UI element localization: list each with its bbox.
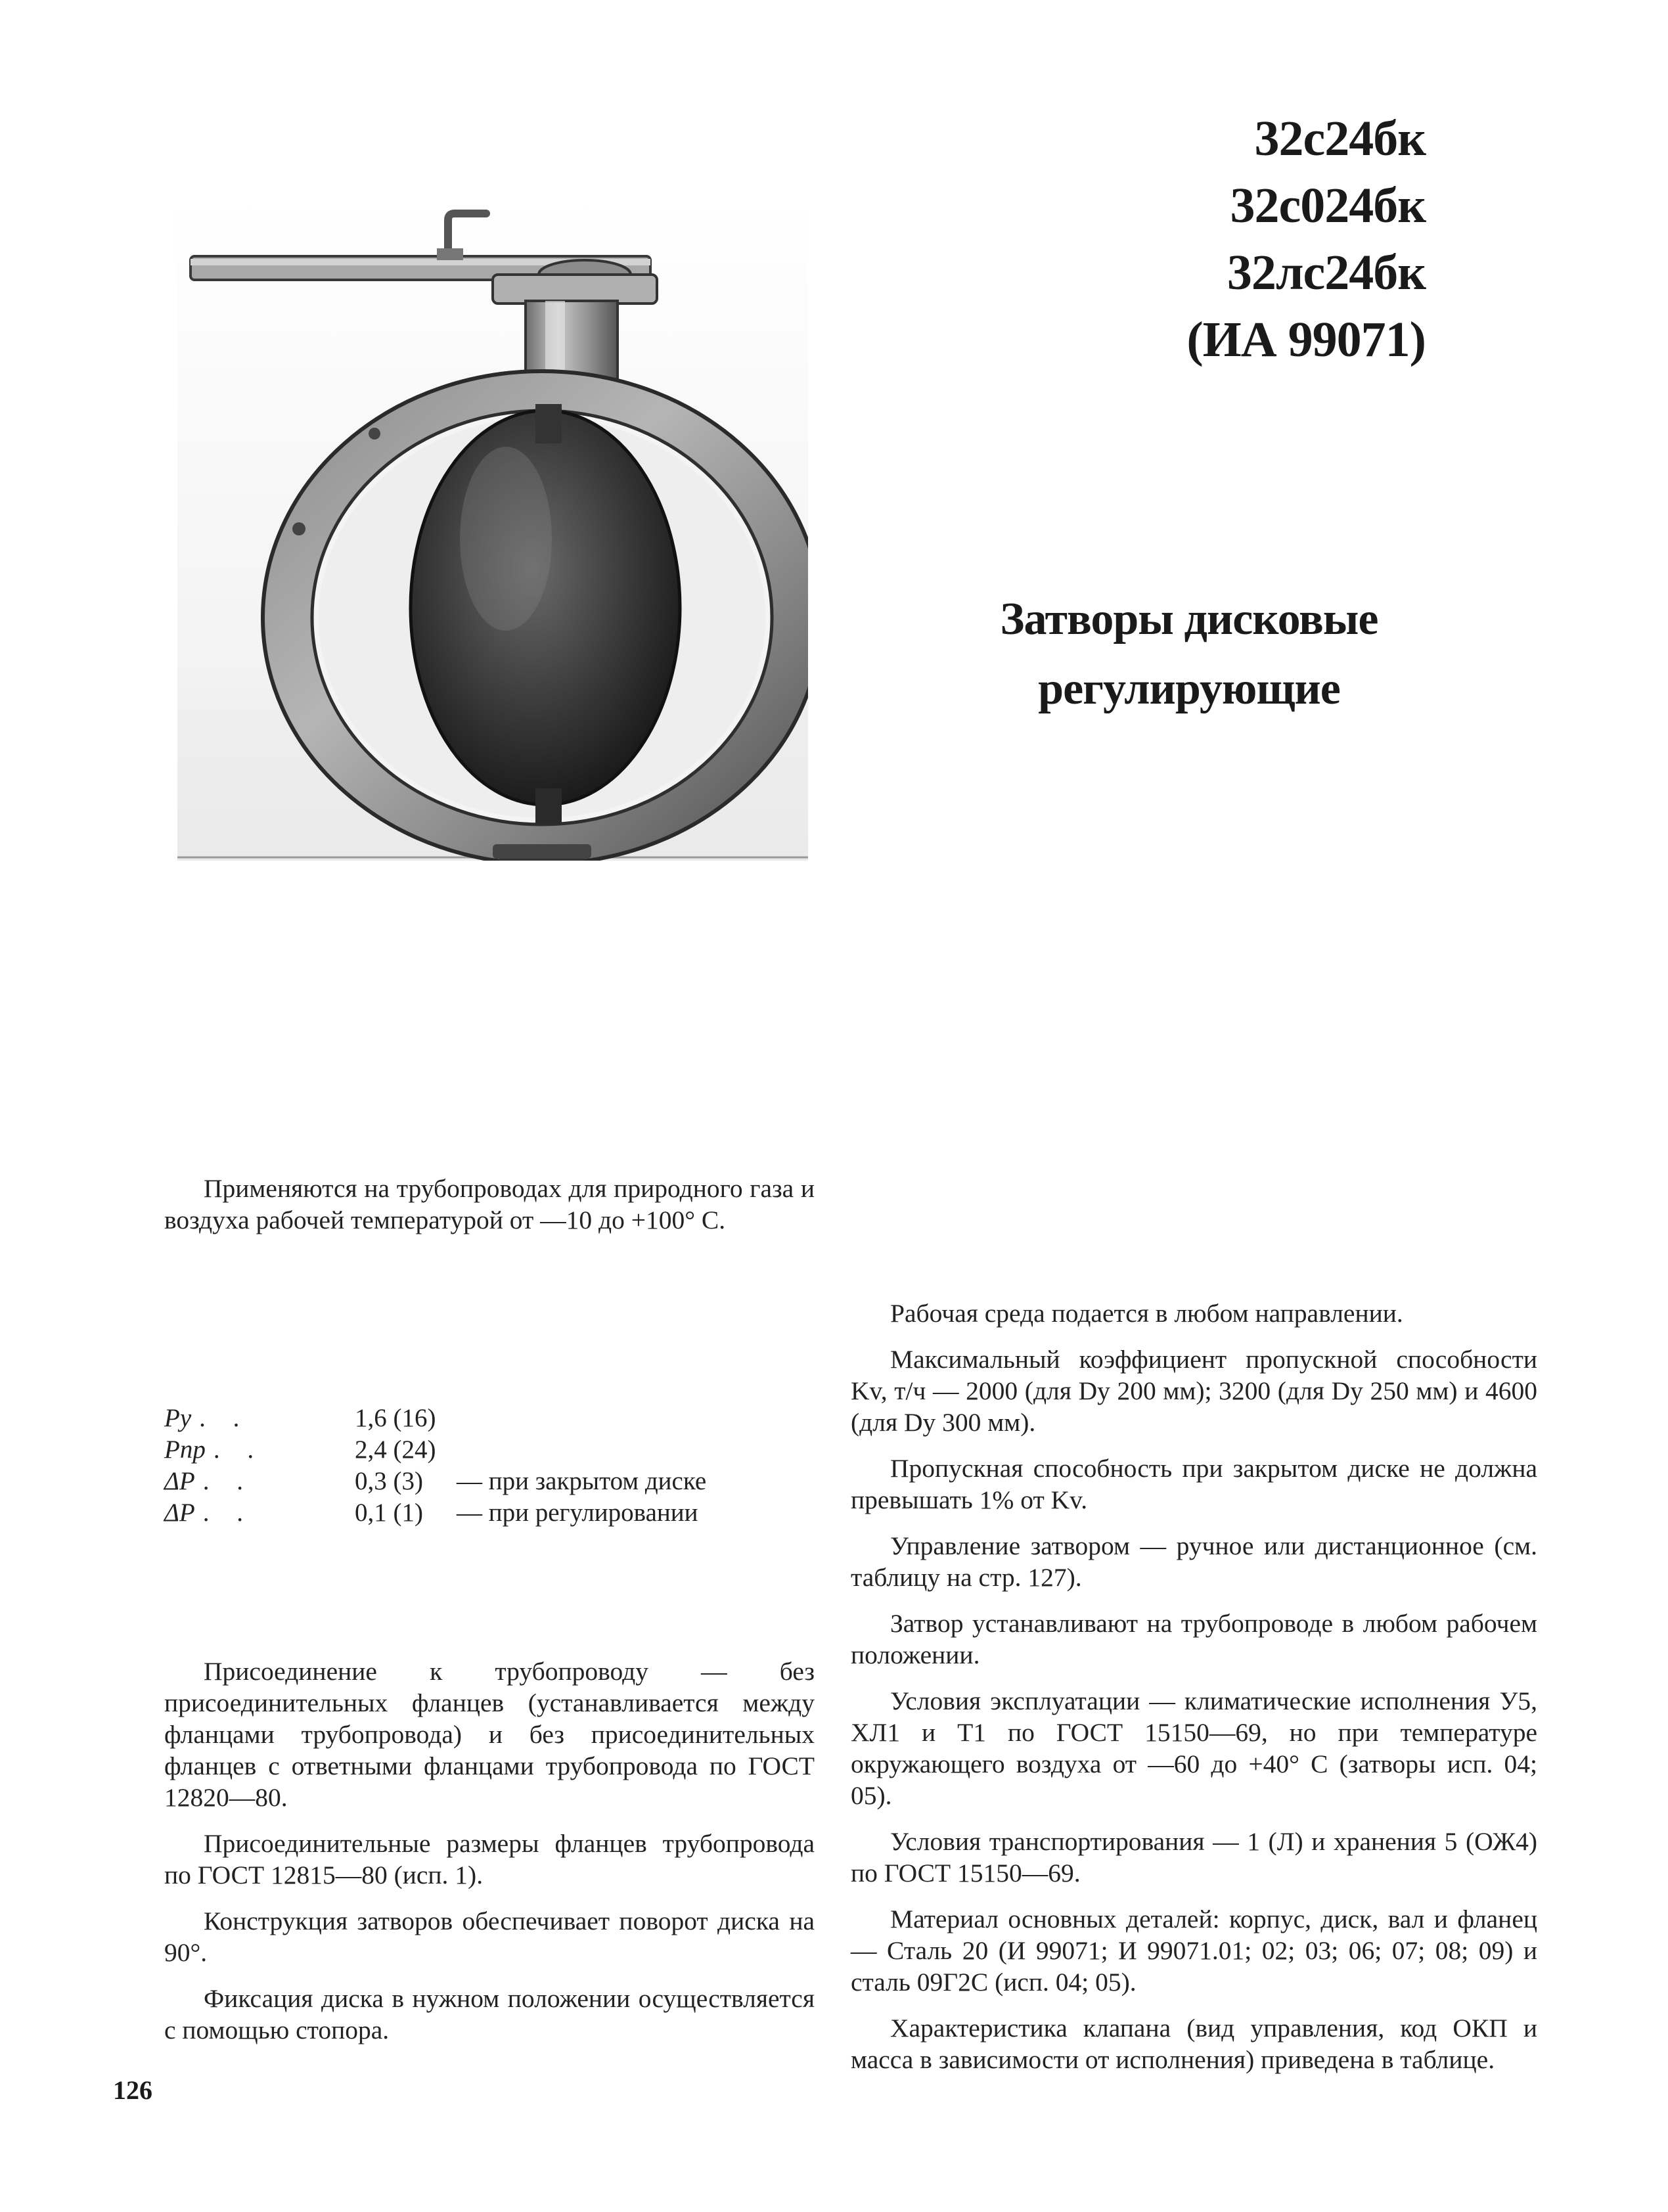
spec-key: ΔP . . <box>164 1499 254 1527</box>
model-code: 32с024бк <box>1230 178 1426 233</box>
paragraph: Присоединение к трубопроводу — без присоединительных фланцев (устанавливается между фланцами трубопровода) и без присоединительных фланцев с ответными фланцами трубопровода по ГОСТ 12820—80. <box>164 1657 815 1812</box>
spec-note: — при регулировании <box>457 1499 698 1527</box>
intro-paragraph: Применяются на трубопроводах для природного газа и воздуха рабочей температурой от —10 до +100° С. <box>164 1174 815 1234</box>
left-column-text <box>164 1656 815 2046</box>
paragraph: Характеристика клапана (вид управления, код ОКП и масса в зависимости от исполнения) приведена в таблице. <box>851 2014 1537 2074</box>
model-codes <box>1084 105 1426 373</box>
paragraph: Условия эксплуатации — климатические исполнения У5, ХЛ1 и Т1 по ГОСТ 15150—69, но при температуре окружающего воздуха от —60 до +40° С (затворы исп. 04; 05). <box>851 1686 1537 1810</box>
paragraph: Рабочая среда подается в любом направлении. <box>890 1299 1403 1328</box>
model-code: 32с24бк <box>1254 111 1426 166</box>
intro-text <box>164 1173 815 1236</box>
spec-value: 0,1 (1) <box>355 1499 423 1527</box>
spec-value: 1,6 (16) <box>355 1404 436 1432</box>
paragraph: Присоединительные размеры фланцев трубопровода по ГОСТ 12815—80 (исп. 1). <box>164 1829 815 1889</box>
model-code: 32лс24бк <box>1227 245 1426 300</box>
paragraph: Управление затвором — ручное или дистанционное (см. таблицу на стр. 127). <box>851 1531 1537 1592</box>
spec-value: 0,3 (3) <box>355 1467 423 1495</box>
spec-key: ΔP . . <box>164 1467 254 1495</box>
spec-row <box>164 1466 821 1497</box>
paragraph: Пропускная способность при закрытом диске не должна превышать 1% от Kv. <box>851 1454 1537 1514</box>
paragraph: Материал основных деталей: корпус, диск, вал и фланец — Сталь 20 (И 99071; И 99071.01; 02; 03; 06; 07; 08; 09) и сталь 09Г2С (исп. 04; 05). <box>851 1905 1537 1997</box>
right-column-text <box>851 1298 1537 2075</box>
paragraph: Условия транспортирования — 1 (Л) и хранения 5 (ОЖ4) по ГОСТ 15150—69. <box>851 1827 1537 1887</box>
paragraph: Максимальный коэффициент пропускной способности Kv, т/ч — 2000 (для Dу 200 мм); 3200 (для Dу 250 мм) и 4600 (для Dу 300 мм). <box>851 1345 1537 1437</box>
spec-key: Pу . . <box>164 1404 250 1432</box>
title-line-1: Затворы дисковые <box>1000 594 1378 644</box>
spec-key: Pпр . . <box>164 1435 265 1464</box>
valve-photo <box>177 197 808 861</box>
spec-value: 2,4 (24) <box>355 1435 436 1464</box>
spec-row <box>164 1403 821 1434</box>
page-number: 126 <box>113 2075 152 2105</box>
title-line-2: регулирующие <box>1038 664 1340 714</box>
butterfly-valve-illustration <box>177 197 808 861</box>
spec-row <box>164 1434 821 1466</box>
spec-note: — при закрытом диске <box>457 1467 707 1495</box>
paragraph: Фиксация диска в нужном положении осуществляется с помощью стопора. <box>164 1984 815 2044</box>
page-title <box>939 585 1439 724</box>
paragraph: Затвор устанавливают на трубопроводе в любом рабочем положении. <box>851 1609 1537 1669</box>
model-code: (ИА 99071) <box>1186 312 1426 367</box>
paragraph: Конструкция затворов обеспечивает поворот диска на 90°. <box>164 1907 815 1967</box>
spec-row <box>164 1497 821 1529</box>
spec-table <box>164 1403 821 1529</box>
